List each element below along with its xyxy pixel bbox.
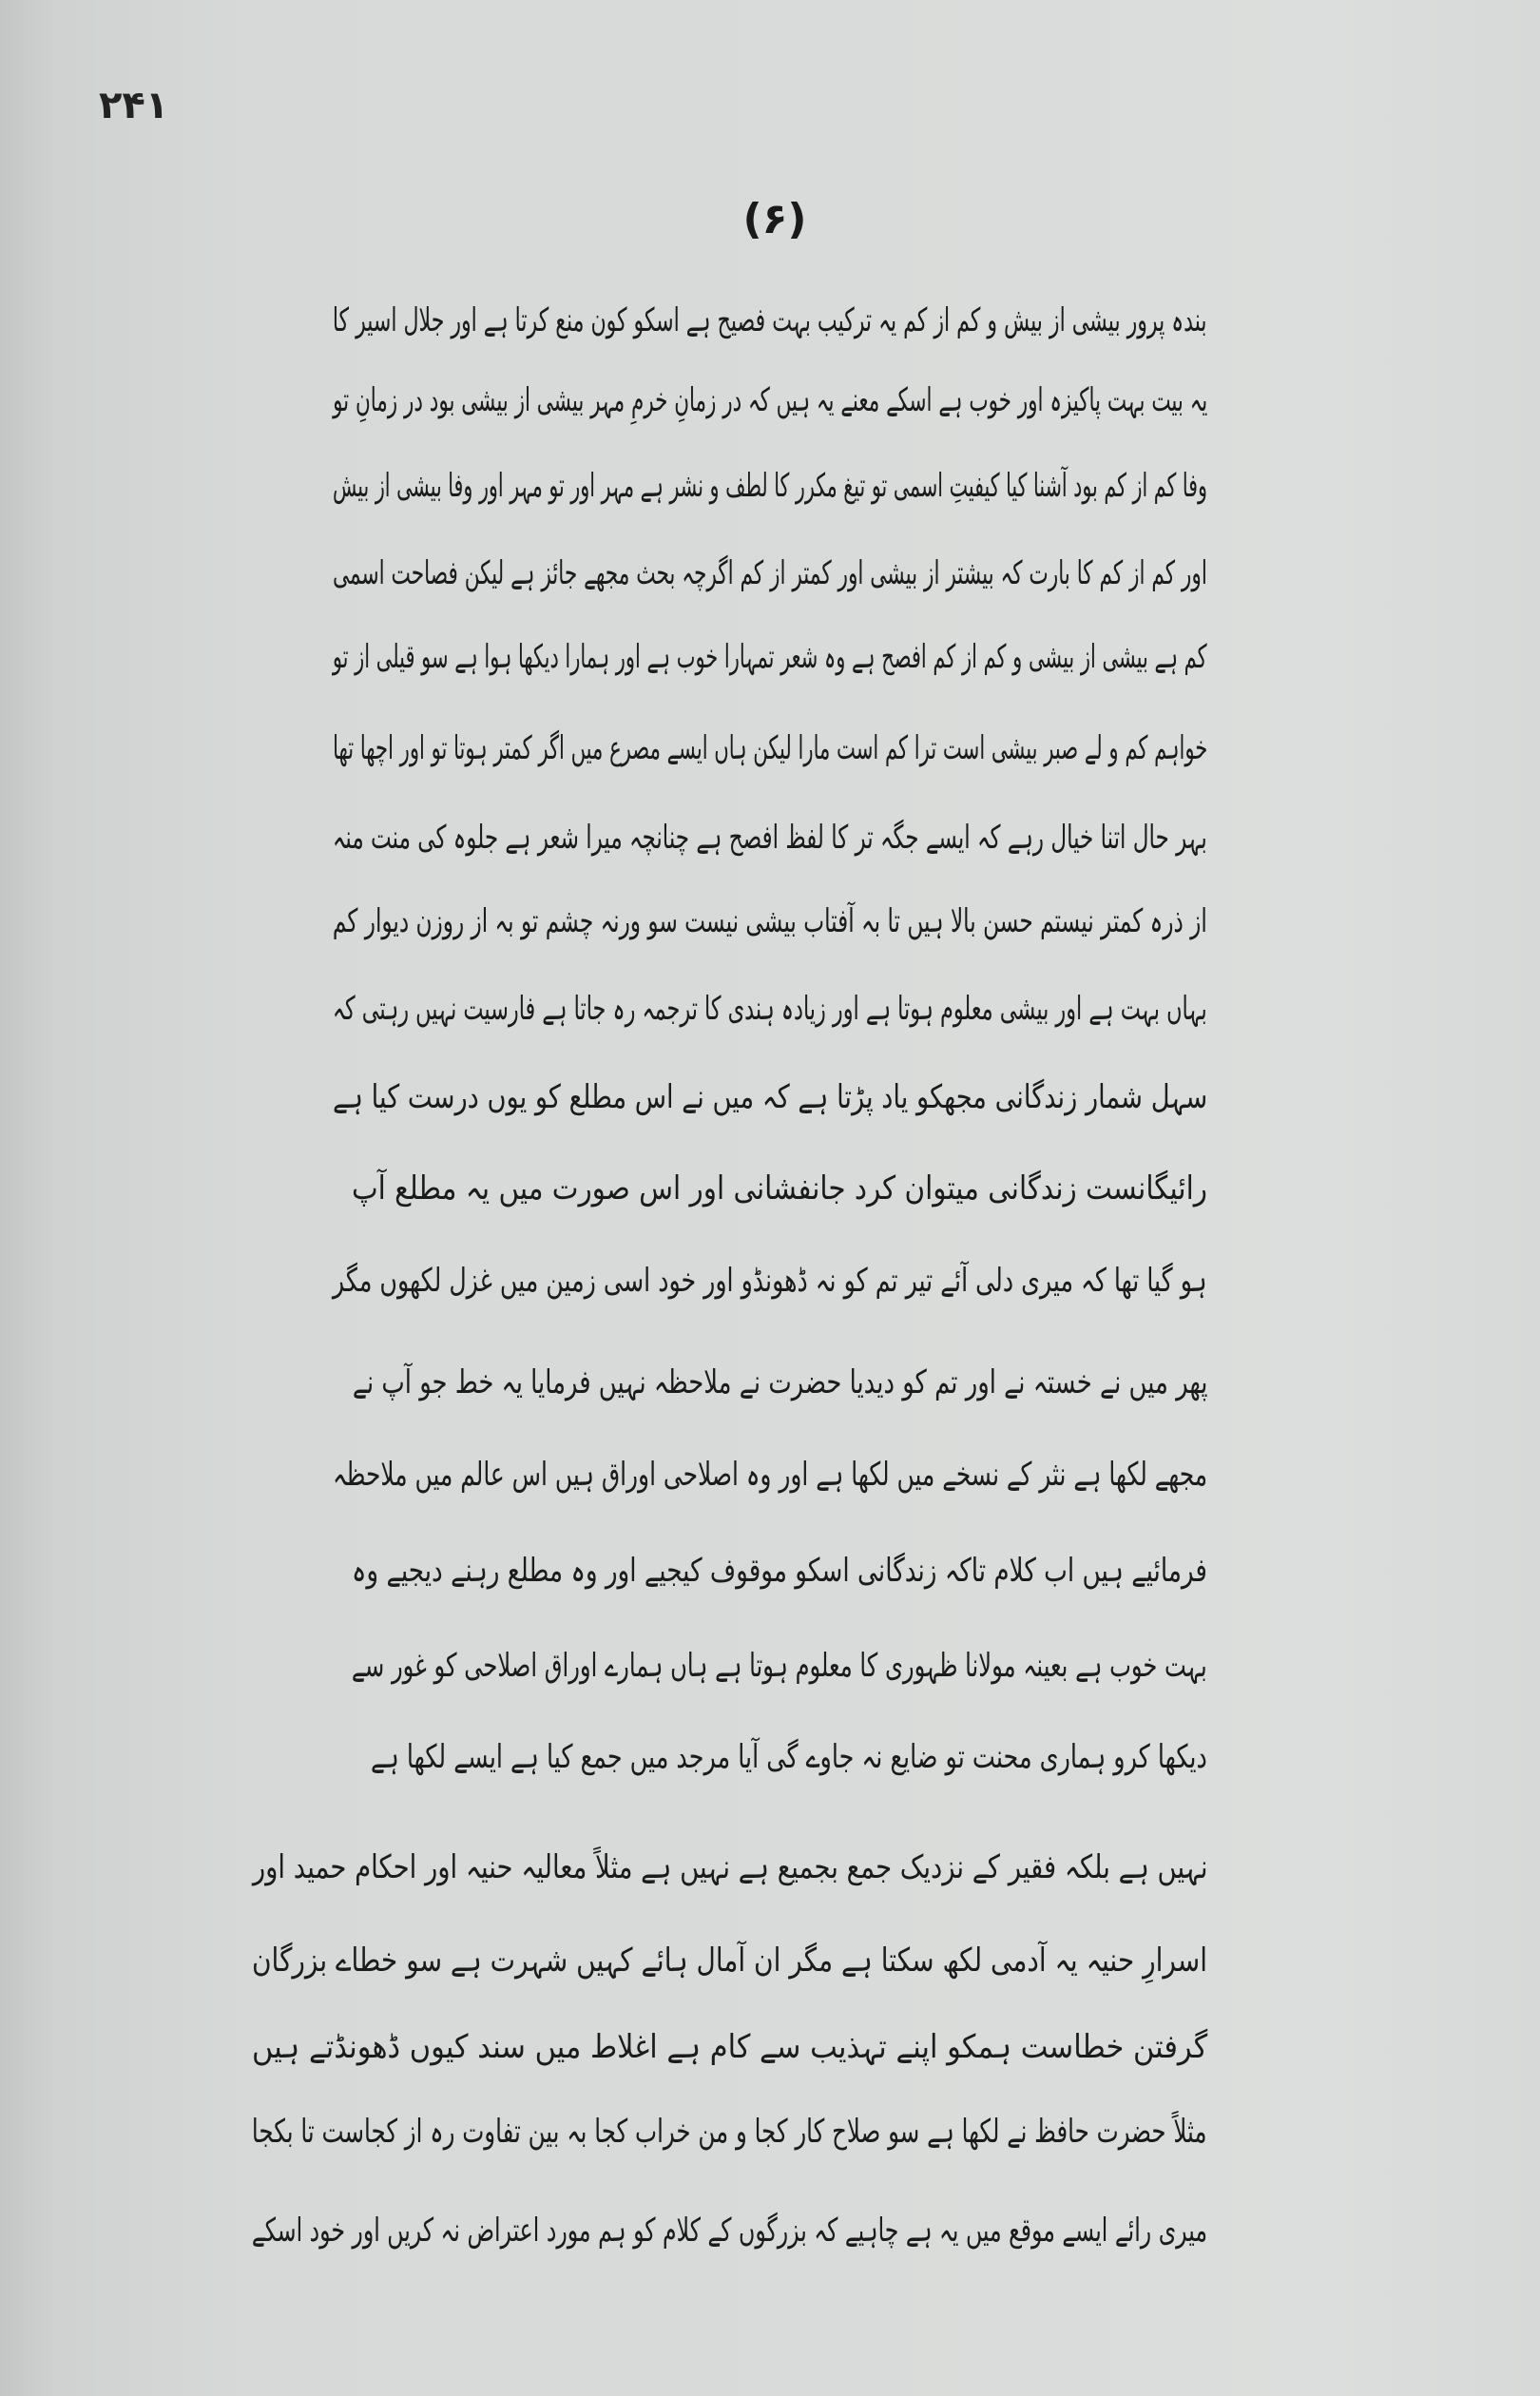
letter-line: سہل شمار زندگانی مجھکو یاد پڑتا ہے کہ میں نے اس مطلع کو یوں درست کیا ہے: [332, 1078, 1207, 1116]
letter-line: ہو گیا تھا کہ میری دلی آئے تیر تم کو نہ ڈھونڈو اور خود اسی زمین میں غزل لکھوں مگر: [333, 1262, 1207, 1300]
continuation-line: نہیں ہے بلکہ فقیر کے نزدیک جمع بجمیع ہے نہیں ہے مثلاً معالیہ حنیہ اور احکام حمید اور: [252, 1848, 1207, 1886]
section-marker: (۶): [742, 195, 807, 243]
letter-line: فرمائیے ہیں اب کلام تاکہ زندگانی اسکو موقوف کیجیے اور وہ مطلع رہنے دیجیے وہ: [352, 1552, 1207, 1590]
letter-line: پھر میں نے خستہ نے اور تم کو دیدیا حضرت نے ملاحظہ نہیں فرمایا یہ خط جو آپ نے: [352, 1363, 1207, 1401]
letter-line: دیکھا کرو ہماری محنت تو ضایع نہ جاوے گی آیا مرجد میں جمع کیا ہے ایسے لکھا ہے: [371, 1738, 1207, 1776]
letter-line: بہاں بہت ہے اور بیشی معلوم ہوتا ہے اور زیادہ ہندی کا ترجمہ رہ جاتا ہے فارسیت نہیں رہتی کہ: [333, 990, 1207, 1028]
letter-line: از ذرہ کمتر نیستم حسن بالا ہیں تا بہ آفتاب بیشی نیست سو ورنہ چشم تو بہ از روزن دیوار کم: [333, 902, 1207, 940]
letter-line: خواہم کم و لے صبر بیشی است ترا کم است مارا لیکن ہاں ایسے مصرع میں اگر کمتر ہوتا تو اور اچھا تھا: [332, 729, 1207, 767]
continuation-line: اسرارِ حنیہ یہ آدمی لکھ سکتا ہے مگر ان آمال ہائے کہیں شہرت ہے سو خطاے بزرگان: [251, 1942, 1207, 1980]
letter-line: بہت خوب ہے بعینہ مولانا ظہوری کا معلوم ہوتا ہے ہاں ہمارے اوراق اصلاحی کو غور سے: [352, 1647, 1207, 1685]
letter-line: کم ہے بیشی از بیشی و کم از کم افصح ہے وہ شعر تمہارا خوب ہے اور ہمارا دیکھا ہوا ہے سو قیلی از تو: [333, 638, 1207, 676]
letter-line: مجھے لکھا ہے نثر کے نسخے میں لکھا ہے اور وہ اصلاحی اوراق ہیں اس عالم میں ملاحظہ: [332, 1456, 1207, 1494]
letter-line: بندہ پرور بیشی از بیش و کم از کم یہ ترکیب بہت فصیح ہے اسکو کون منع کرتا ہے اور جلال اسیر کا: [333, 301, 1207, 339]
letter-line: بہر حال اتنا خیال رہے کہ ایسے جگہ تر کا لفظ افصح ہے چنانچہ میرا شعر ہے جلوہ کی منت منہ: [333, 819, 1207, 857]
page-number: ۲۴۱: [99, 84, 169, 127]
letter-line: رائیگانست زندگانی میتوان کرد جانفشانی اور اس صورت میں یہ مطلع آپ: [352, 1169, 1207, 1208]
letter-line: یہ بیت بہت پاکیزہ اور خوب ہے اسکے معنے یہ ہیں کہ در زمانِ خرمِ مہر بیشی از بیشی بود در زمانِ تو: [332, 381, 1207, 419]
continuation-line: گرفتن خطاست ہمکو اپنے تہذیب سے کام ہے اغلاط میں سند کیوں ڈھونڈتے ہیں: [251, 2028, 1207, 2066]
continuation-line: میری رائے ایسے موقع میں یہ ہے چاہیے کہ بزرگوں کے کلام کو ہم مورد اعتراض نہ کریں اور خود اسکے: [251, 2212, 1207, 2250]
letter-line: وفا کم از کم بود آشنا کیا کیفیتِ اسمی تو تیغ مکرر کا لطف و نشر ہے مہر اور تو مہر اور وفا بیشی از بیش: [332, 467, 1207, 505]
continuation-line: مثلاً حضرت حافظ نے لکھا ہے سو صلاح کار کجا و من خراب کجا بہ بین تفاوت رہ از کجاست تا بکجا: [252, 2113, 1207, 2151]
letter-line: اور کم از کم کا بارت کہ بیشتر از بیشی اور کمتر از کم اگرچہ بحث مجھے جائز ہے لیکن فصاحت اسمی: [333, 554, 1207, 592]
